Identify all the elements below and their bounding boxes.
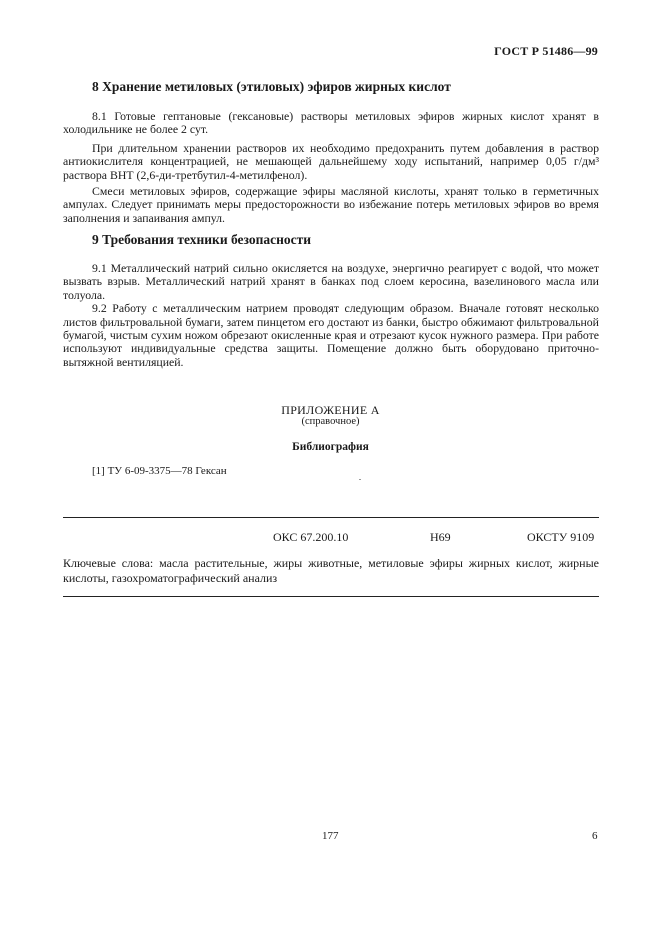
speck (359, 479, 361, 480)
bibliography-item: [1] ТУ 6-09-3375—78 Гексан (92, 465, 227, 477)
divider-top (63, 517, 599, 518)
section-9-title: 9 Требования техники безопасности (92, 232, 312, 247)
group-code: Н69 (430, 530, 451, 544)
divider-bottom (63, 596, 599, 597)
keywords: Ключевые слова: масла растительные, жиры животные, метиловые эфиры жирных кислот, жирные кислоты, газохроматографический анализ (63, 556, 599, 585)
appendix-title: ПРИЛОЖЕНИЕ А (281, 403, 380, 417)
paragraph-8-1-storage: При длительном хранении растворов их необходимо предохранить путем добавления в раствор антиокислителя концентрацией, не мешающей дальнейшему ходу испытаний, например 0,05 г/дм³ раствора ВНТ (2,6-ди-третбутил-4-метилфенол). (63, 140, 599, 182)
sheet-number: 6 (592, 830, 598, 842)
paragraph-8-1: 8.1 Готовые гептановые (гексановые) растворы метиловых эфиров жирных кислот хранят в холодильнике не более 2 сут. (63, 109, 599, 137)
section-8-body (63, 110, 599, 225)
paragraph-9-2: 9.2 Работу с металлическим натрием проводят следующим образом. Вначале готовят несколько листов фильтровальной бумаги, затем пинцетом его достают из банки, быстро обжимают фильтровальной бумагой, чистым сухим ножом обрезают окисленные края и отрезают кусок нужного размера. При работе используют индивидуальные средства защиты. Помещение должно быть оборудовано приточно-вытяжной вентиляцией. (63, 301, 599, 369)
bibliography-title: Библиография (292, 441, 369, 453)
okstu-code: ОКСТУ 9109 (527, 530, 595, 544)
oks-code: ОКС 67.200.10 (273, 530, 349, 544)
page-number: 177 (322, 830, 339, 842)
paragraph-9-1: 9.1 Металлический натрий сильно окисляется на воздухе, энергично реагирует с водой, что может вызвать взрыв. Металлический натрий хранят в банках под слоем керосина, вазелинового масла или толуола. (63, 261, 599, 302)
paragraph-8-1-ampoules: Смеси метиловых эфиров, содержащие эфиры масляной кислоты, хранят только в герметичных ампулах. Следует принимать меры предосторожности во избежание потерь метиловых эфиров во время заполнения и запаивания ампул. (63, 184, 599, 225)
section-8-title: 8 Хранение метиловых (этиловых) эфиров жирных кислот (92, 79, 451, 94)
appendix-subtitle: (справочное) (301, 416, 360, 427)
section-9-body (63, 262, 599, 369)
standard-number: ГОСТ Р 51486—99 (494, 44, 598, 58)
